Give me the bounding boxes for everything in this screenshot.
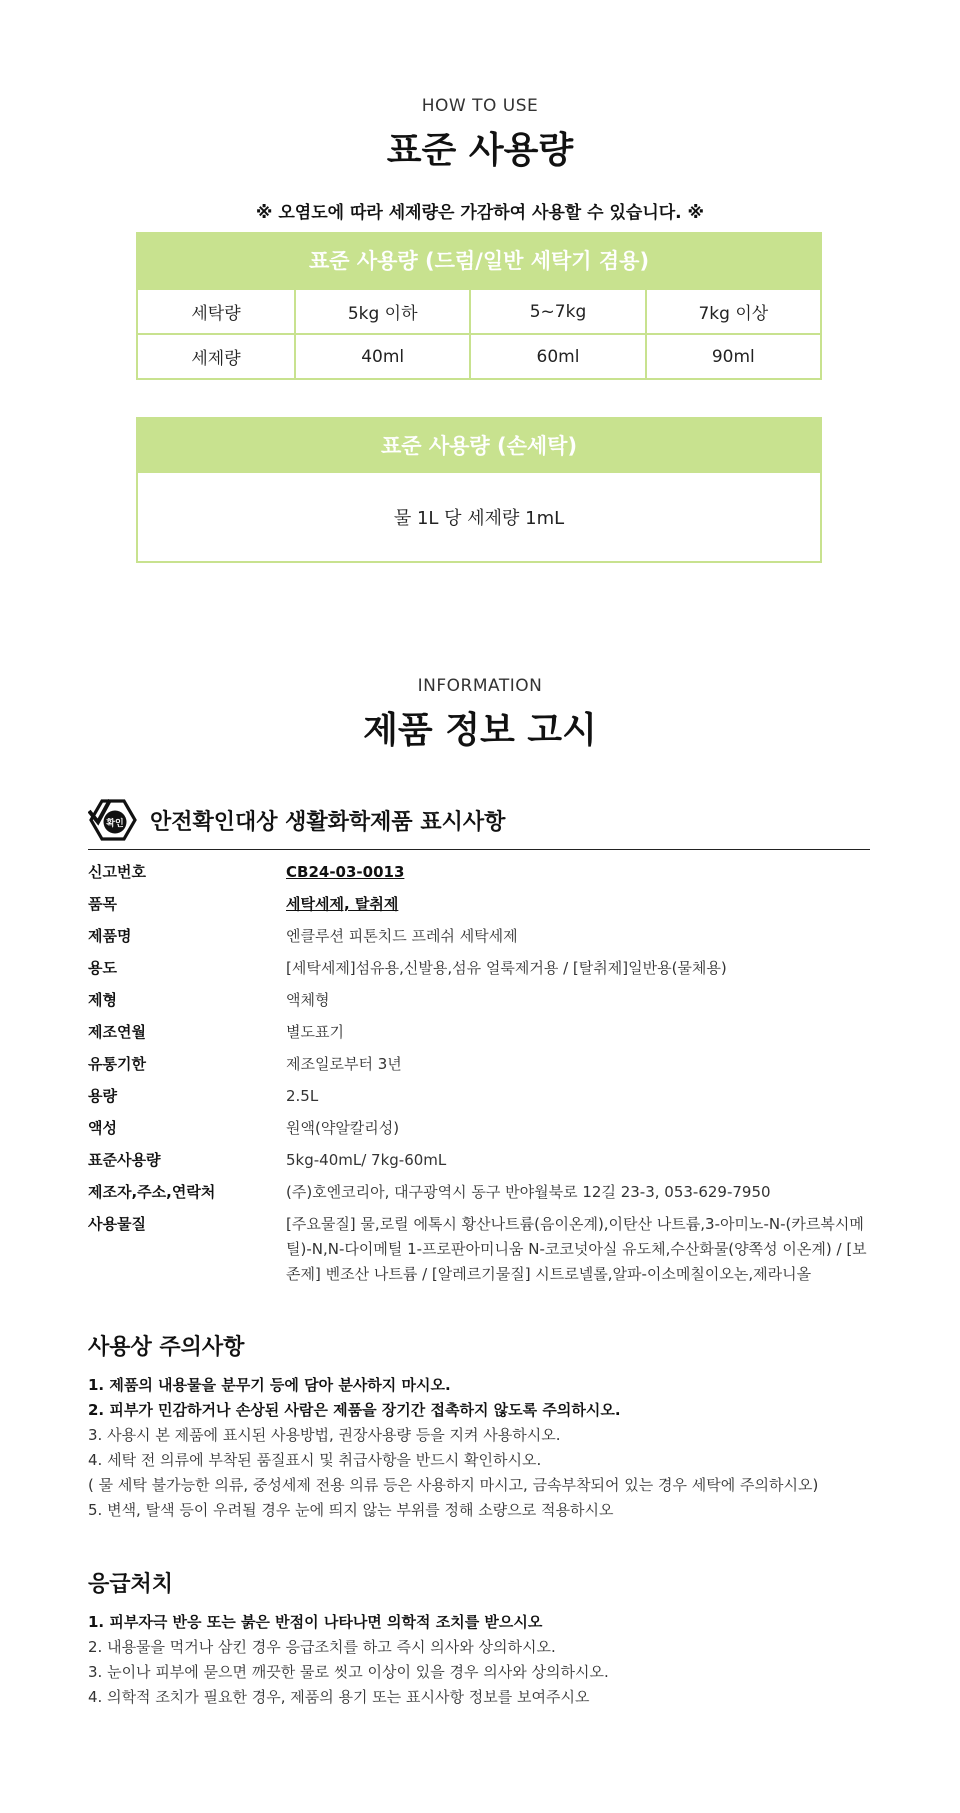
- list-item: 3. 사용시 본 제품에 표시된 사용방법, 권장사용량 등을 지켜 사용하시오.: [88, 1426, 561, 1444]
- detail-row: [88, 956, 870, 981]
- first-aid-lines: [88, 1610, 870, 1710]
- detail-key: 액성: [88, 1119, 117, 1137]
- table-cell: 5kg 이하: [294, 290, 469, 333]
- detail-value: 별도표기: [286, 1023, 344, 1041]
- safety-label-title: 안전확인대상 생활화학제품 표시사항: [150, 809, 506, 835]
- caution-title: 사용상 주의사항: [88, 1335, 245, 1360]
- detail-value: 원액(약알칼리성): [286, 1119, 400, 1137]
- detail-value: (주)호엔코리아, 대구광역시 동구 반야월북로 12길 23-3, 053-629-7950: [286, 1183, 771, 1201]
- caution-lines: [88, 1373, 870, 1523]
- detail-row: [88, 1148, 870, 1173]
- detail-value: 액체형: [286, 991, 330, 1009]
- detail-key: 제조자,주소,연락처: [88, 1183, 216, 1201]
- table-cell: 세탁량: [191, 304, 241, 324]
- how-to-use-eyebrow: HOW TO USE: [421, 96, 539, 116]
- first-aid-section: [88, 1567, 870, 1710]
- detail-key: 제품명: [88, 927, 132, 945]
- list-item: 2. 내용물을 먹거나 삼킨 경우 응급조치를 하고 즉시 의사와 상의하시오.: [88, 1638, 556, 1656]
- product-details-list: [88, 860, 870, 1294]
- information-title: 제품 정보 고시: [363, 710, 597, 751]
- hand-wash-dosage-table: [136, 417, 822, 563]
- table-row: [138, 288, 820, 333]
- detail-row: [88, 1020, 870, 1045]
- detail-row: [88, 1052, 870, 1077]
- table-cell: 60ml: [469, 335, 644, 378]
- detail-value: [세탁세제]섬유용,신발용,섬유 얼룩제거용 / [탈취제]일반용(물체용): [286, 959, 727, 977]
- detail-key: 신고번호: [88, 863, 146, 881]
- detail-value: 제조일로부터 3년: [286, 1055, 402, 1073]
- list-item: 3. 눈이나 피부에 묻으면 깨끗한 물로 씻고 이상이 있을 경우 의사와 상의하시오.: [88, 1663, 609, 1681]
- hand-table-header: 표준 사용량 (손세탁): [138, 419, 820, 473]
- detail-key: 제조연월: [88, 1023, 146, 1041]
- detail-value: CB24-03-0013: [286, 863, 405, 881]
- list-item: 1. 제품의 내용물을 분무기 등에 담아 분사하지 마시오.: [88, 1376, 451, 1394]
- detail-key: 표준사용량: [88, 1151, 161, 1169]
- detail-value: [주요물질] 물,로릴 에톡시 황산나트륨(음이온계),이탄산 나트륨,3-아미노-N-(카르복시메틸)-N,N-다이메틸 1-프로판아미니움 N-코코넛아실 유도체,수산화물(양쪽성 이온계) / [보존제] 벤조산 나트륨 / [알레르기물질] 시트로넬롤,알파-이소메칠이오논,제라니올: [286, 1215, 867, 1283]
- table-cell: 90ml: [645, 335, 820, 378]
- information-eyebrow: INFORMATION: [417, 676, 543, 696]
- caution-section: [88, 1330, 870, 1523]
- detail-row: [88, 1212, 870, 1287]
- drum-table-header: 표준 사용량 (드럼/일반 세탁기 겸용): [138, 234, 820, 288]
- detail-row: [88, 1180, 870, 1205]
- list-item: 4. 세탁 전 의류에 부착된 품질표시 및 취급사항을 반드시 확인하시오.: [88, 1451, 542, 1469]
- detail-key: 용량: [88, 1087, 117, 1105]
- list-item: 2. 피부가 민감하거나 손상된 사람은 제품을 장기간 접촉하지 않도록 주의하시오.: [88, 1401, 621, 1419]
- table-cell: 5~7kg: [469, 290, 644, 333]
- list-item: 5. 변색, 탈색 등이 우려될 경우 눈에 띄지 않는 부위를 정해 소량으로 적용하시오: [88, 1501, 614, 1519]
- detail-value: 세탁세제, 탈취제: [286, 895, 399, 913]
- table-row: [138, 333, 820, 378]
- detail-key: 품목: [88, 895, 117, 913]
- table-cell: 세제량: [191, 349, 241, 369]
- divider: [88, 849, 870, 850]
- hand-table-body: 물 1L 당 세제량 1mL: [393, 508, 565, 529]
- how-to-use-title: 표준 사용량: [386, 130, 574, 171]
- first-aid-title: 응급처치: [88, 1572, 174, 1597]
- list-item: ( 물 세탁 불가능한 의류, 중성세제 전용 의류 등은 사용하지 마시고, 금속부착되어 있는 경우 세탁에 주의하시오): [88, 1476, 819, 1494]
- information-header: [0, 676, 960, 753]
- detail-row: [88, 860, 870, 885]
- safety-check-badge-icon: [88, 797, 138, 843]
- dosage-note: ※ 오염도에 따라 세제량은 가감하여 사용할 수 있습니다. ※: [255, 203, 705, 223]
- table-cell: 7kg 이상: [645, 290, 820, 333]
- detail-row: [88, 1116, 870, 1141]
- safety-label-heading: [88, 790, 870, 850]
- detail-value: 5kg-40mL/ 7kg-60mL: [286, 1151, 447, 1169]
- list-item: 4. 의학적 조치가 필요한 경우, 제품의 용기 또는 표시사항 정보를 보여주시오: [88, 1688, 590, 1706]
- detail-value: 엔클루션 피톤치드 프레쉬 세탁세제: [286, 927, 518, 945]
- detail-key: 유통기한: [88, 1055, 146, 1073]
- detail-value: 2.5L: [286, 1087, 319, 1105]
- detail-row: [88, 1084, 870, 1109]
- detail-row: [88, 892, 870, 917]
- detail-key: 사용물질: [88, 1215, 146, 1233]
- detail-row: [88, 988, 870, 1013]
- how-to-use-header: [0, 96, 960, 173]
- detail-key: 용도: [88, 959, 117, 977]
- list-item: 1. 피부자극 반응 또는 붉은 반점이 나타나면 의학적 조치를 받으시오: [88, 1613, 543, 1631]
- table-cell: 40ml: [294, 335, 469, 378]
- drum-dosage-table: [136, 232, 822, 380]
- detail-row: [88, 924, 870, 949]
- badge-text: 확인: [106, 819, 124, 829]
- detail-key: 제형: [88, 991, 117, 1009]
